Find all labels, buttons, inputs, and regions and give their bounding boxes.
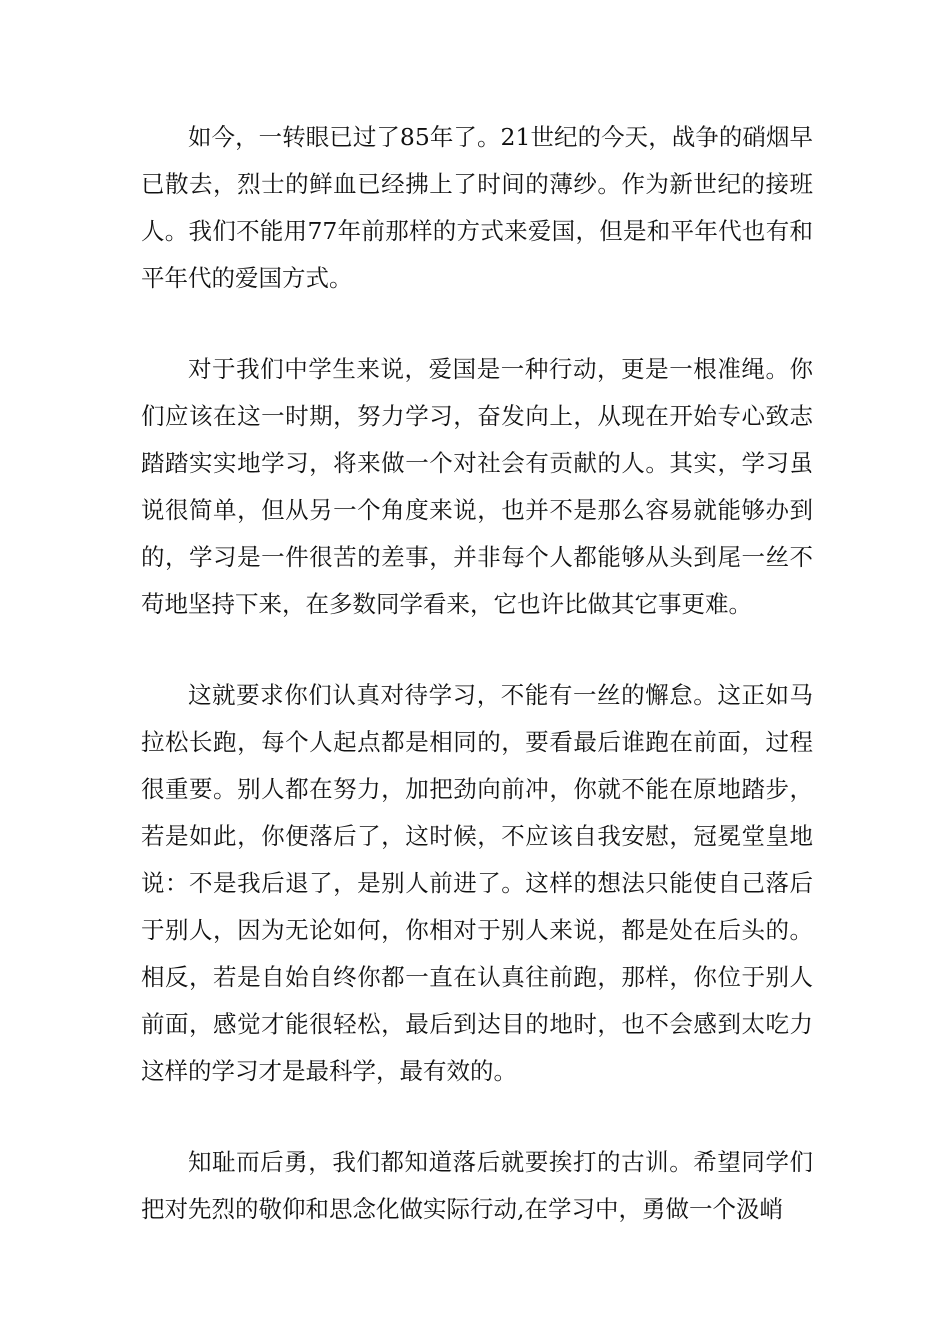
paragraph-2: 对于我们中学生来说，爱国是一种行动，更是一根准绳。你们应该在这一时期，努力学习，奋发向上，从现在开始专心致志踏踏实实地学习，将来做一个对社会有贡献的人。其实，学习虽说很简单，但从另一个角度来说，也并不是那么容易就能够办到的，学习是一件很苦的差事，并非每个人都能够从头到尾一丝不苟地坚持下来，在多数同学看来，它也许比做其它事更难。 [141,355,813,618]
paragraph-3: 这就要求你们认真对待学习，不能有一丝的懈怠。这正如马拉松长跑，每个人起点都是相同的，要看最后谁跑在前面，过程很重要。别人都在努力，加把劲向前冲，你就不能在原地踏步，若是如此，你便落后了，这时候，不应该自我安慰，冠冕堂皇地说：不是我后退了，是别人前进了。这样的想法只能使自己落后于别人，因为无论如何，你相对于别人来说，都是处在后头的。相反，若是自始自终你都一直在认真往前跑，那样，你位于别人前面，感觉才能很轻松，最后到达目的地时，也不会感到太吃力这样的学习才是最科学，最有效的。 [141,681,813,1085]
document-body [141,114,813,1233]
paragraph-1: 如今，一转眼已过了85年了。21世纪的今天，战争的硝烟早已散去，烈士的鲜血已经拂上了时间的薄纱。作为新世纪的接班人。我们不能用77年前那样的方式来爱国，但是和平年代也有和平年代的爱国方式。 [141,123,813,292]
paragraph-4: 知耻而后勇，我们都知道落后就要挨打的古训。希望同学们把对先烈的敬仰和思念化做实际行动,在学习中，勇做一个汲峭 [141,1148,813,1223]
